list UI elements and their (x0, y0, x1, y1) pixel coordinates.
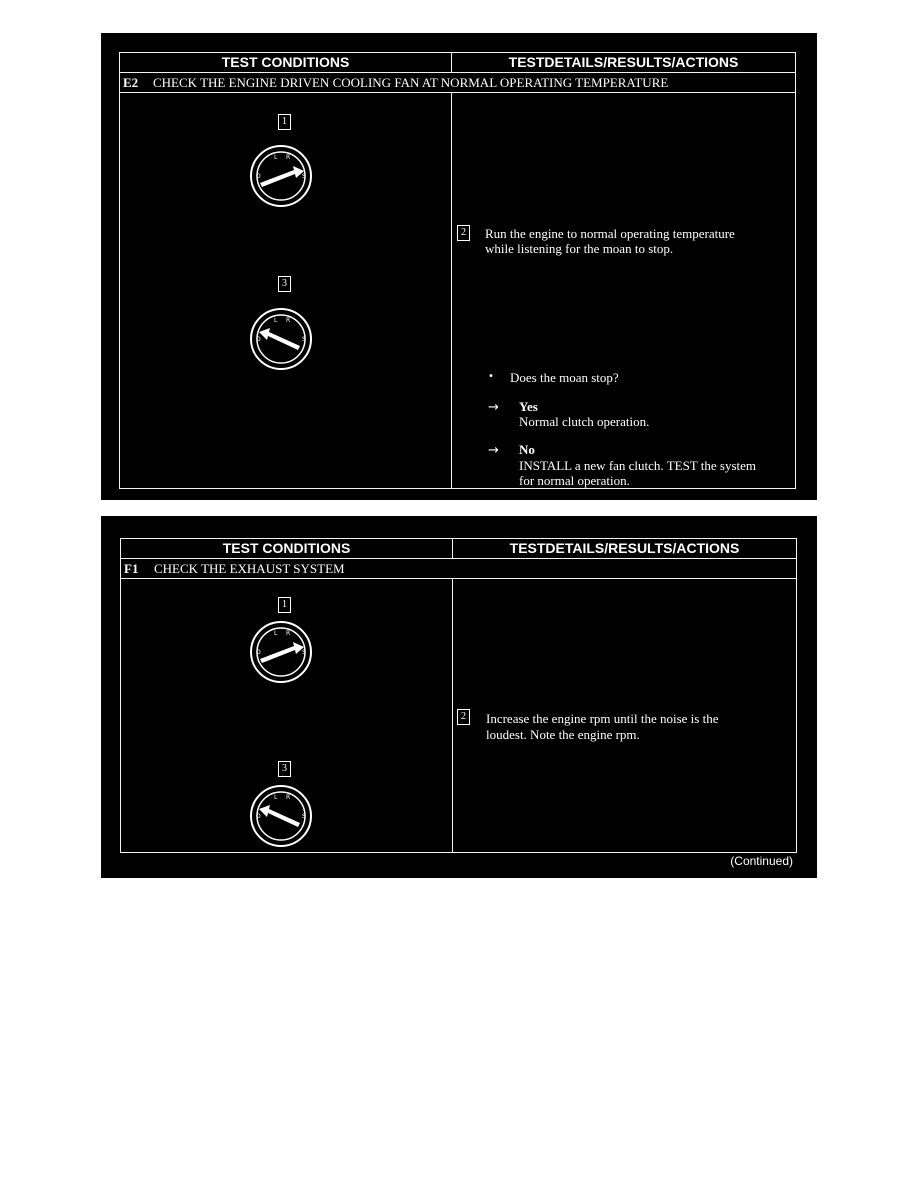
diagnostic-panel-e2 (101, 33, 817, 500)
svg-text:O: O (256, 649, 261, 656)
diagnostic-panel-f1 (101, 516, 817, 878)
header-test-conditions: TEST CONDITIONS (221, 54, 350, 70)
test-table (120, 538, 797, 853)
svg-text:L: L (274, 154, 278, 161)
no-arrow-icon: → (488, 443, 499, 458)
question-text: Does the moan stop? (510, 370, 619, 385)
header-test-conditions: TEST CONDITIONS (222, 540, 351, 556)
step-2-box: 2 (457, 225, 470, 241)
svg-text:S: S (302, 336, 306, 343)
no-label: No (519, 442, 535, 457)
table-header (121, 539, 796, 559)
section-code: E2 (123, 75, 139, 90)
question-bullet: • (488, 371, 494, 382)
no-text-line-2: for normal operation. (519, 473, 630, 488)
header-test-details: TESTDETAILS/RESULTS/ACTIONS (451, 53, 795, 72)
section-title: CHECK THE ENGINE DRIVEN COOLING FAN AT NORMAL OPERATING TEMPERATURE (153, 75, 669, 90)
svg-text:R: R (286, 154, 291, 161)
section-title: CHECK THE EXHAUST SYSTEM (154, 561, 345, 576)
step-2-box: 2 (457, 709, 470, 725)
svg-text:R: R (286, 317, 291, 324)
ignition-dial-off-icon (250, 785, 312, 847)
step-2-text-line-2: loudest. Note the engine rpm. (486, 727, 640, 742)
table-header (120, 53, 795, 73)
yes-arrow-icon: → (488, 400, 499, 415)
section-code: F1 (124, 561, 139, 576)
step-2-text-line-1: Run the engine to normal operating temperature (485, 226, 735, 241)
yes-text: Normal clutch operation. (519, 414, 650, 429)
step-3-box: 3 (278, 761, 291, 777)
svg-text:L: L (274, 794, 278, 801)
continued-label: (Continued) (730, 854, 793, 868)
ignition-dial-on-icon (250, 621, 312, 683)
column-divider (452, 579, 453, 852)
section-title-row (121, 559, 796, 579)
ignition-dial-off-icon (250, 308, 312, 370)
step-2-text-line-1: Increase the engine rpm until the noise is the (486, 711, 719, 726)
section-title-row (120, 73, 795, 93)
column-divider (451, 93, 452, 488)
yes-label: Yes (519, 399, 538, 414)
svg-text:S: S (302, 649, 306, 656)
svg-text:R: R (286, 794, 291, 801)
test-table (119, 52, 796, 489)
svg-text:S: S (302, 813, 306, 820)
no-text-line-1: INSTALL a new fan clutch. TEST the system (519, 458, 757, 473)
svg-text:O: O (256, 336, 261, 343)
svg-text:S: S (302, 173, 306, 180)
step-3-box: 3 (278, 276, 291, 292)
header-test-details: TESTDETAILS/RESULTS/ACTIONS (452, 539, 796, 558)
ignition-dial-on-icon (250, 145, 312, 207)
svg-text:R: R (286, 630, 291, 637)
svg-text:L: L (274, 317, 278, 324)
step-2-text-line-2: while listening for the moan to stop. (485, 241, 674, 256)
svg-text:L: L (274, 630, 278, 637)
svg-text:O: O (256, 813, 261, 820)
step-1-box: 1 (278, 597, 291, 613)
svg-text:O: O (256, 173, 261, 180)
step-1-box: 1 (278, 114, 291, 130)
